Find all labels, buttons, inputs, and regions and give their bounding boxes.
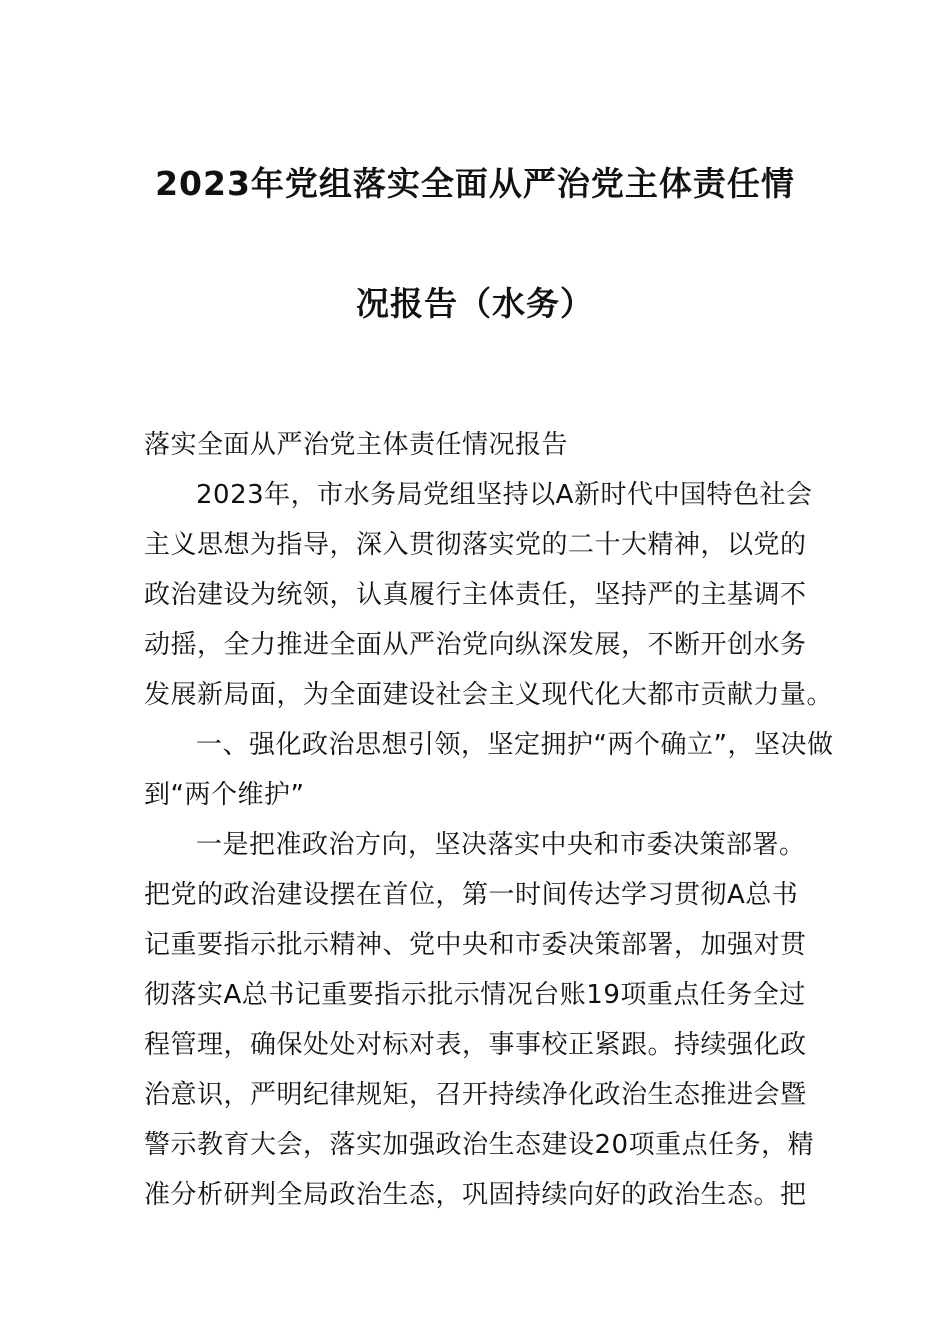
document-body <box>144 420 834 1220</box>
paragraph-1-line: 主义思想为指导，深入贯彻落实党的二十大精神，以党的 <box>144 530 807 560</box>
document-title-line-1: 2023年党组落实全面从严治党主体责任情 <box>155 164 795 203</box>
section-heading-1-line: 一、强化政治思想引领，坚定拥护“两个确立”，坚决做 <box>196 730 834 760</box>
document-subtitle: 落实全面从严治党主体责任情况报告 <box>144 430 569 460</box>
paragraph-2-line: 记重要指示批示精神、党中央和市委决策部署，加强对贯 <box>144 930 807 960</box>
paragraph-2-line: 把党的政治建设摆在首位，第一时间传达学习贯彻A总书 <box>144 880 799 910</box>
paragraph-1-line: 政治建设为统领，认真履行主体责任，坚持严的主基调不 <box>144 580 807 610</box>
paragraph-2-line: 一是把准政治方向，坚决落实中央和市委决策部署。 <box>196 830 806 860</box>
paragraph-1-line: 发展新局面，为全面建设社会主义现代化大都市贡献力量。 <box>144 680 834 710</box>
section-heading-1-line: 到“两个维护” <box>144 780 305 810</box>
paragraph-2-line: 程管理，确保处处对标对表，事事校正紧跟。持续强化政 <box>144 1030 807 1060</box>
paragraph-2-line: 准分析研判全局政治生态，巩固持续向好的政治生态。把 <box>144 1180 807 1210</box>
paragraph-2-line: 彻落实A总书记重要指示批示情况台账19项重点任务全过 <box>144 980 806 1010</box>
paragraph-2-line: 治意识，严明纪律规矩，召开持续净化政治生态推进会暨 <box>144 1080 807 1110</box>
paragraph-1-line: 动摇，全力推进全面从严治党向纵深发展，不断开创水务 <box>144 630 807 660</box>
paragraph-2-line: 警示教育大会，落实加强政治生态建设20项重点任务，精 <box>144 1130 815 1160</box>
paragraph-1-line: 2023年，市水务局党组坚持以A新时代中国特色社会 <box>196 480 813 510</box>
document-title-line-2: 况报告（水务） <box>356 284 594 323</box>
